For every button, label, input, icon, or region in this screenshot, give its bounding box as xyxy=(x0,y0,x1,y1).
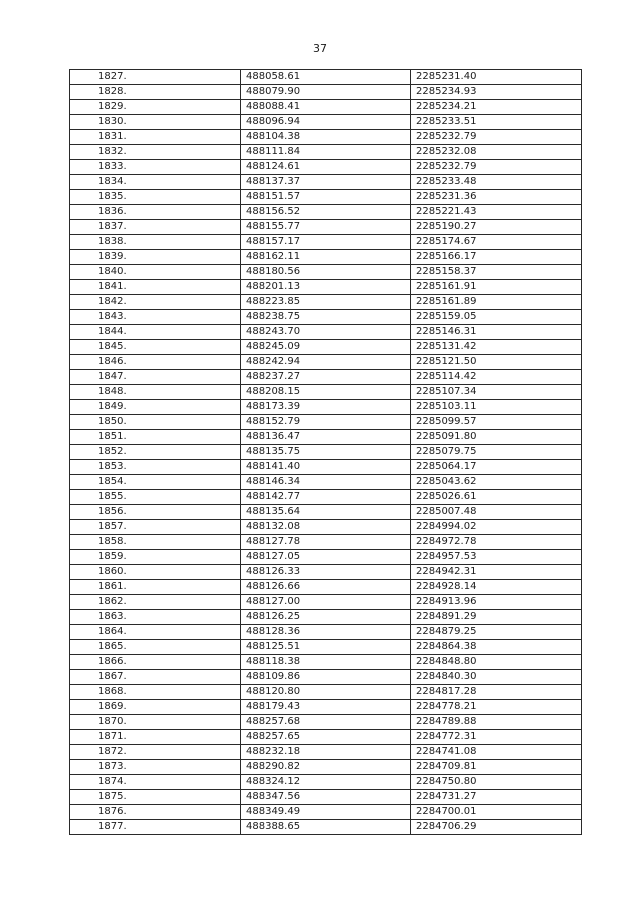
x-coordinate-cell: 488146.34 xyxy=(241,475,411,490)
x-coordinate-cell: 488127.78 xyxy=(241,535,411,550)
y-coordinate-cell: 2285064.17 xyxy=(411,460,582,475)
point-number-cell: 1871. xyxy=(70,730,241,745)
point-number-cell: 1840. xyxy=(70,265,241,280)
y-coordinate-cell: 2285026.61 xyxy=(411,490,582,505)
point-number-cell: 1842. xyxy=(70,295,241,310)
x-coordinate-cell: 488088.41 xyxy=(241,100,411,115)
x-coordinate-cell: 488132.08 xyxy=(241,520,411,535)
table-row xyxy=(70,100,582,115)
x-coordinate-cell: 488124.61 xyxy=(241,160,411,175)
x-coordinate-cell: 488347.56 xyxy=(241,790,411,805)
table-row xyxy=(70,325,582,340)
point-number-cell: 1839. xyxy=(70,250,241,265)
point-number-cell: 1851. xyxy=(70,430,241,445)
point-number-cell: 1850. xyxy=(70,415,241,430)
table-row xyxy=(70,775,582,790)
y-coordinate-cell: 2284994.02 xyxy=(411,520,582,535)
table-row xyxy=(70,430,582,445)
page-number: 37 xyxy=(313,42,327,55)
coordinates-table-body xyxy=(70,70,582,835)
point-number-cell: 1875. xyxy=(70,790,241,805)
point-number-cell: 1867. xyxy=(70,670,241,685)
y-coordinate-cell: 2285146.31 xyxy=(411,325,582,340)
x-coordinate-cell: 488152.79 xyxy=(241,415,411,430)
y-coordinate-cell: 2284778.21 xyxy=(411,700,582,715)
point-number-cell: 1846. xyxy=(70,355,241,370)
point-number-cell: 1861. xyxy=(70,580,241,595)
y-coordinate-cell: 2285079.75 xyxy=(411,445,582,460)
table-row xyxy=(70,205,582,220)
table-row xyxy=(70,85,582,100)
point-number-cell: 1857. xyxy=(70,520,241,535)
y-coordinate-cell: 2285233.48 xyxy=(411,175,582,190)
table-row xyxy=(70,400,582,415)
y-coordinate-cell: 2284972.78 xyxy=(411,535,582,550)
y-coordinate-cell: 2285221.43 xyxy=(411,205,582,220)
table-row xyxy=(70,295,582,310)
y-coordinate-cell: 2285121.50 xyxy=(411,355,582,370)
y-coordinate-cell: 2285007.48 xyxy=(411,505,582,520)
point-number-cell: 1844. xyxy=(70,325,241,340)
table-row xyxy=(70,280,582,295)
point-number-cell: 1853. xyxy=(70,460,241,475)
x-coordinate-cell: 488141.40 xyxy=(241,460,411,475)
y-coordinate-cell: 2285233.51 xyxy=(411,115,582,130)
point-number-cell: 1854. xyxy=(70,475,241,490)
y-coordinate-cell: 2285232.79 xyxy=(411,130,582,145)
table-row xyxy=(70,625,582,640)
point-number-cell: 1830. xyxy=(70,115,241,130)
x-coordinate-cell: 488109.86 xyxy=(241,670,411,685)
table-row xyxy=(70,175,582,190)
x-coordinate-cell: 488324.12 xyxy=(241,775,411,790)
y-coordinate-cell: 2285174.67 xyxy=(411,235,582,250)
y-coordinate-cell: 2284942.31 xyxy=(411,565,582,580)
x-coordinate-cell: 488156.52 xyxy=(241,205,411,220)
x-coordinate-cell: 488126.66 xyxy=(241,580,411,595)
table-row xyxy=(70,130,582,145)
y-coordinate-cell: 2285161.89 xyxy=(411,295,582,310)
x-coordinate-cell: 488173.39 xyxy=(241,400,411,415)
point-number-cell: 1834. xyxy=(70,175,241,190)
x-coordinate-cell: 488142.77 xyxy=(241,490,411,505)
x-coordinate-cell: 488257.68 xyxy=(241,715,411,730)
x-coordinate-cell: 488201.13 xyxy=(241,280,411,295)
table-row xyxy=(70,700,582,715)
y-coordinate-cell: 2284817.28 xyxy=(411,685,582,700)
x-coordinate-cell: 488223.85 xyxy=(241,295,411,310)
x-coordinate-cell: 488388.65 xyxy=(241,820,411,835)
y-coordinate-cell: 2285099.57 xyxy=(411,415,582,430)
table-row xyxy=(70,145,582,160)
table-row xyxy=(70,520,582,535)
x-coordinate-cell: 488137.37 xyxy=(241,175,411,190)
x-coordinate-cell: 488058.61 xyxy=(241,70,411,85)
table-row xyxy=(70,250,582,265)
table-row xyxy=(70,550,582,565)
x-coordinate-cell: 488127.05 xyxy=(241,550,411,565)
y-coordinate-cell: 2285043.62 xyxy=(411,475,582,490)
y-coordinate-cell: 2284879.25 xyxy=(411,625,582,640)
table-row xyxy=(70,565,582,580)
table-row xyxy=(70,385,582,400)
x-coordinate-cell: 488135.75 xyxy=(241,445,411,460)
point-number-cell: 1866. xyxy=(70,655,241,670)
point-number-cell: 1845. xyxy=(70,340,241,355)
y-coordinate-cell: 2284789.88 xyxy=(411,715,582,730)
point-number-cell: 1852. xyxy=(70,445,241,460)
y-coordinate-cell: 2285231.40 xyxy=(411,70,582,85)
y-coordinate-cell: 2284864.38 xyxy=(411,640,582,655)
point-number-cell: 1874. xyxy=(70,775,241,790)
table-row xyxy=(70,475,582,490)
point-number-cell: 1864. xyxy=(70,625,241,640)
table-row xyxy=(70,655,582,670)
point-number-cell: 1856. xyxy=(70,505,241,520)
point-number-cell: 1847. xyxy=(70,370,241,385)
table-row xyxy=(70,820,582,835)
table-row xyxy=(70,730,582,745)
table-row xyxy=(70,355,582,370)
x-coordinate-cell: 488126.25 xyxy=(241,610,411,625)
y-coordinate-cell: 2284891.29 xyxy=(411,610,582,625)
point-number-cell: 1843. xyxy=(70,310,241,325)
point-number-cell: 1858. xyxy=(70,535,241,550)
point-number-cell: 1827. xyxy=(70,70,241,85)
y-coordinate-cell: 2285232.08 xyxy=(411,145,582,160)
y-coordinate-cell: 2284772.31 xyxy=(411,730,582,745)
table-row xyxy=(70,760,582,775)
y-coordinate-cell: 2285231.36 xyxy=(411,190,582,205)
table-row xyxy=(70,220,582,235)
x-coordinate-cell: 488135.64 xyxy=(241,505,411,520)
x-coordinate-cell: 488243.70 xyxy=(241,325,411,340)
point-number-cell: 1860. xyxy=(70,565,241,580)
point-number-cell: 1832. xyxy=(70,145,241,160)
x-coordinate-cell: 488126.33 xyxy=(241,565,411,580)
point-number-cell: 1855. xyxy=(70,490,241,505)
y-coordinate-cell: 2284706.29 xyxy=(411,820,582,835)
table-row xyxy=(70,415,582,430)
x-coordinate-cell: 488104.38 xyxy=(241,130,411,145)
point-number-cell: 1859. xyxy=(70,550,241,565)
x-coordinate-cell: 488237.27 xyxy=(241,370,411,385)
y-coordinate-cell: 2284840.30 xyxy=(411,670,582,685)
x-coordinate-cell: 488157.17 xyxy=(241,235,411,250)
point-number-cell: 1838. xyxy=(70,235,241,250)
y-coordinate-cell: 2285232.79 xyxy=(411,160,582,175)
point-number-cell: 1877. xyxy=(70,820,241,835)
point-number-cell: 1870. xyxy=(70,715,241,730)
y-coordinate-cell: 2284928.14 xyxy=(411,580,582,595)
table-row xyxy=(70,595,582,610)
point-number-cell: 1876. xyxy=(70,805,241,820)
x-coordinate-cell: 488155.77 xyxy=(241,220,411,235)
point-number-cell: 1831. xyxy=(70,130,241,145)
table-row xyxy=(70,445,582,460)
point-number-cell: 1829. xyxy=(70,100,241,115)
coordinates-table xyxy=(69,69,582,835)
table-row xyxy=(70,670,582,685)
x-coordinate-cell: 488118.38 xyxy=(241,655,411,670)
table-row xyxy=(70,535,582,550)
y-coordinate-cell: 2285107.34 xyxy=(411,385,582,400)
y-coordinate-cell: 2285166.17 xyxy=(411,250,582,265)
x-coordinate-cell: 488096.94 xyxy=(241,115,411,130)
point-number-cell: 1863. xyxy=(70,610,241,625)
x-coordinate-cell: 488232.18 xyxy=(241,745,411,760)
x-coordinate-cell: 488079.90 xyxy=(241,85,411,100)
table-row xyxy=(70,235,582,250)
point-number-cell: 1868. xyxy=(70,685,241,700)
table-row xyxy=(70,790,582,805)
point-number-cell: 1865. xyxy=(70,640,241,655)
table-row xyxy=(70,460,582,475)
table-row xyxy=(70,340,582,355)
y-coordinate-cell: 2284700.01 xyxy=(411,805,582,820)
table-row xyxy=(70,490,582,505)
y-coordinate-cell: 2285131.42 xyxy=(411,340,582,355)
y-coordinate-cell: 2285234.21 xyxy=(411,100,582,115)
point-number-cell: 1828. xyxy=(70,85,241,100)
x-coordinate-cell: 488238.75 xyxy=(241,310,411,325)
y-coordinate-cell: 2285161.91 xyxy=(411,280,582,295)
y-coordinate-cell: 2284750.80 xyxy=(411,775,582,790)
point-number-cell: 1835. xyxy=(70,190,241,205)
y-coordinate-cell: 2284709.81 xyxy=(411,760,582,775)
point-number-cell: 1869. xyxy=(70,700,241,715)
table-row xyxy=(70,190,582,205)
y-coordinate-cell: 2285159.05 xyxy=(411,310,582,325)
x-coordinate-cell: 488242.94 xyxy=(241,355,411,370)
x-coordinate-cell: 488120.80 xyxy=(241,685,411,700)
y-coordinate-cell: 2285190.27 xyxy=(411,220,582,235)
table-row xyxy=(70,70,582,85)
y-coordinate-cell: 2285091.80 xyxy=(411,430,582,445)
table-row xyxy=(70,505,582,520)
x-coordinate-cell: 488151.57 xyxy=(241,190,411,205)
y-coordinate-cell: 2285103.11 xyxy=(411,400,582,415)
table-row xyxy=(70,805,582,820)
table-row xyxy=(70,370,582,385)
x-coordinate-cell: 488125.51 xyxy=(241,640,411,655)
table-row xyxy=(70,580,582,595)
table-row xyxy=(70,160,582,175)
x-coordinate-cell: 488208.15 xyxy=(241,385,411,400)
y-coordinate-cell: 2284731.27 xyxy=(411,790,582,805)
table-row xyxy=(70,745,582,760)
table-row xyxy=(70,610,582,625)
y-coordinate-cell: 2285158.37 xyxy=(411,265,582,280)
x-coordinate-cell: 488128.36 xyxy=(241,625,411,640)
table-row xyxy=(70,685,582,700)
x-coordinate-cell: 488349.49 xyxy=(241,805,411,820)
x-coordinate-cell: 488180.56 xyxy=(241,265,411,280)
y-coordinate-cell: 2284848.80 xyxy=(411,655,582,670)
point-number-cell: 1848. xyxy=(70,385,241,400)
y-coordinate-cell: 2284741.08 xyxy=(411,745,582,760)
table-row xyxy=(70,640,582,655)
table-row xyxy=(70,265,582,280)
point-number-cell: 1837. xyxy=(70,220,241,235)
x-coordinate-cell: 488136.47 xyxy=(241,430,411,445)
y-coordinate-cell: 2285234.93 xyxy=(411,85,582,100)
x-coordinate-cell: 488162.11 xyxy=(241,250,411,265)
point-number-cell: 1862. xyxy=(70,595,241,610)
table-row xyxy=(70,715,582,730)
point-number-cell: 1873. xyxy=(70,760,241,775)
x-coordinate-cell: 488245.09 xyxy=(241,340,411,355)
table-row xyxy=(70,310,582,325)
point-number-cell: 1841. xyxy=(70,280,241,295)
x-coordinate-cell: 488179.43 xyxy=(241,700,411,715)
y-coordinate-cell: 2284913.96 xyxy=(411,595,582,610)
x-coordinate-cell: 488111.84 xyxy=(241,145,411,160)
x-coordinate-cell: 488257.65 xyxy=(241,730,411,745)
y-coordinate-cell: 2285114.42 xyxy=(411,370,582,385)
point-number-cell: 1849. xyxy=(70,400,241,415)
y-coordinate-cell: 2284957.53 xyxy=(411,550,582,565)
point-number-cell: 1872. xyxy=(70,745,241,760)
x-coordinate-cell: 488127.00 xyxy=(241,595,411,610)
table-row xyxy=(70,115,582,130)
x-coordinate-cell: 488290.82 xyxy=(241,760,411,775)
point-number-cell: 1833. xyxy=(70,160,241,175)
point-number-cell: 1836. xyxy=(70,205,241,220)
